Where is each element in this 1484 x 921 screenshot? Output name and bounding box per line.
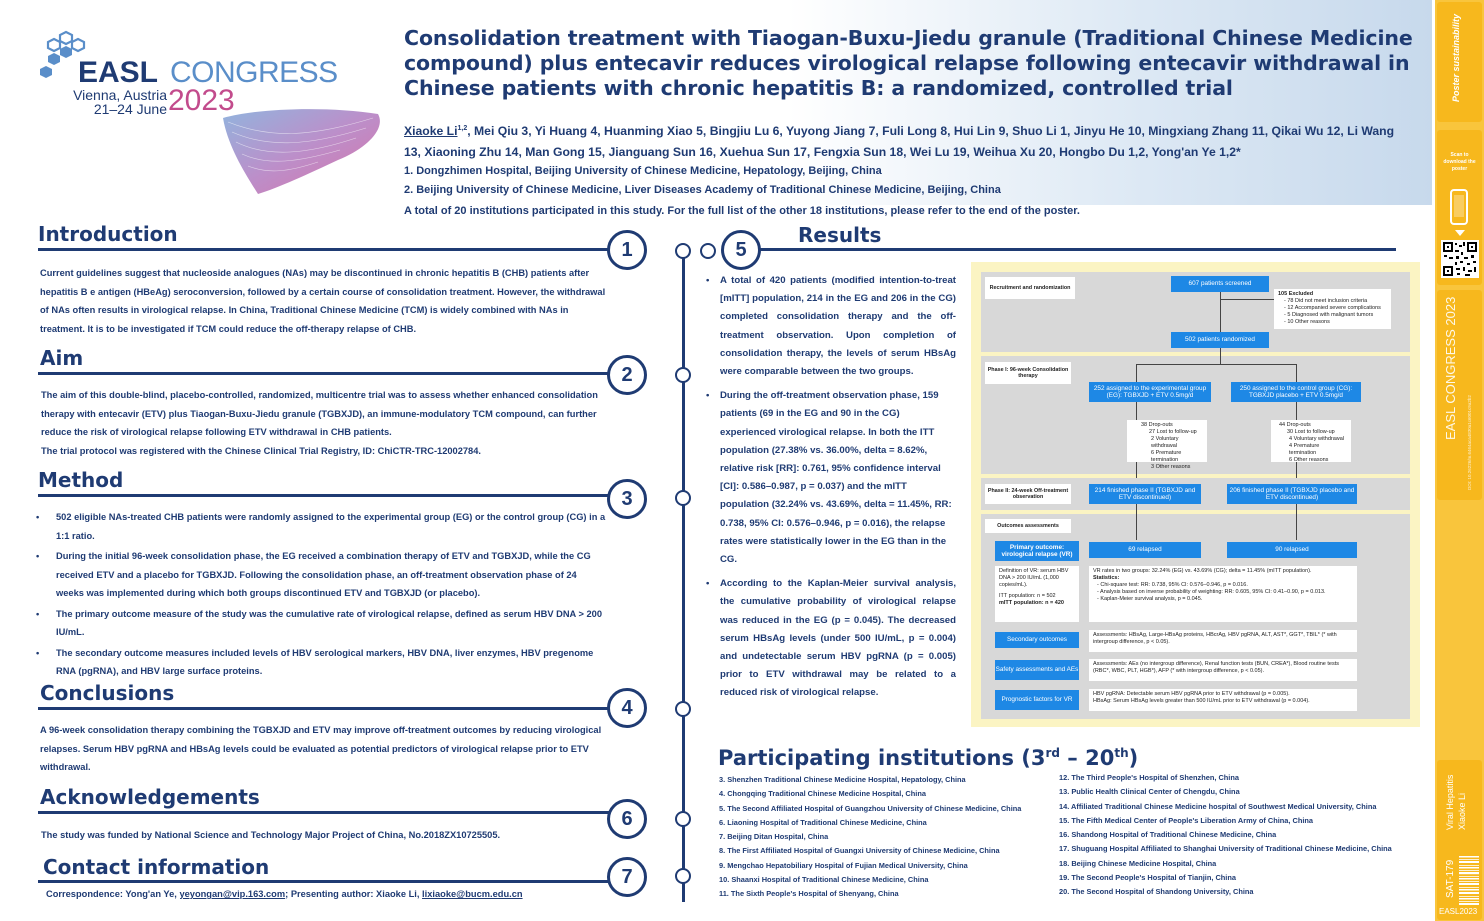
excluded-item: - 5 Diagnosed with malignant tumors [1284, 312, 1374, 318]
results-bar [760, 248, 1396, 251]
statistic-line: - Analysis based on inverse probability of weighting: RR: 0.605, 95% CI: 0.41–0.90, p = 0.013. [1097, 589, 1326, 595]
section-number-3: 3 [607, 479, 647, 519]
institution-item: 12. The Third People's Hospital of Shenzhen, China [1059, 773, 1239, 782]
cg-dropout-line: 4 Premature termination [1289, 443, 1320, 456]
institutions-title-main: Participating institutions (3 [718, 746, 1046, 770]
cg-assigned-box: 250 assigned to the control group (CG): TGBXJD placebo + ETV 0.5mg/d [1231, 382, 1361, 402]
logo-city-dates [62, 88, 167, 116]
correspondence-email-link[interactable]: yeyongan@vip.163.com [179, 889, 286, 899]
aim-description: The aim of this double-blind, placebo-controlled, randomized, multicentre trial was to assess whether enhanced consolidation therapy with entecavir (ETV) plus Tiaogan-Buxu-Jiedu granule (TGBXJD), an immune-modulatory TCM compound, can further reduce the risk of virological relapse following ETV withdrawal in CHB patients. [41, 390, 598, 437]
cg-dropout-line: 30 Lost to follow-up [1287, 429, 1335, 435]
connector [1220, 299, 1274, 300]
prognostic-line: HBsAg: Serum HBsAg levels greater than 500 IU/mL prior to ETV withdrawal (p = 0.004). [1093, 698, 1310, 704]
institution-item: 6. Liaoning Hospital of Traditional Chinese Medicine, China [719, 817, 927, 827]
acknowledgements-bar [38, 811, 612, 814]
results-title: Results [798, 223, 882, 247]
institution-item: 7. Beijing Ditan Hospital, China [719, 832, 829, 842]
cg-dropouts-box [1271, 420, 1351, 462]
aim-title: Aim [40, 346, 84, 370]
institutions-title-sup: rd [1045, 746, 1060, 760]
cg-dropout-line: 4 Voluntary withdrawal [1289, 436, 1345, 442]
contact-middle: ; Presenting author: Xiaoke Li, [285, 889, 423, 899]
institution-item: 4. Chongqing Traditional Chinese Medicine Hospital, China [719, 789, 926, 799]
timeline-node [700, 243, 716, 259]
excluded-head: 105 Excluded [1278, 291, 1314, 297]
results-item: • A total of 420 patients (modified intention-to-treat [mITT] population, 214 in the EG and 206 in the CG) completed consolidation therapy and the off-treatment observation. Upon completion of consolidation therapy, the levels of serum HBsAg were comparable between the two groups. [706, 272, 956, 381]
sustainability-tile [1437, 2, 1482, 122]
eg-dropouts-box [1127, 420, 1207, 470]
aim-text [41, 386, 601, 460]
aim-registration: The trial protocol was registered with the Chinese Clinical Trial Registry, ID: ChiCTR-TRC-12002784. [41, 445, 481, 456]
institution-item: 10. Shaanxi Hospital of Traditional Chinese Medicine, China [719, 875, 929, 885]
statistics-head: Statistics: [1093, 575, 1120, 581]
barcode-icon [1459, 856, 1479, 906]
itt-population: ITT population: n = 502 [999, 593, 1056, 599]
method-item: • 502 eligible NAs-treated CHB patients were randomly assigned to the experimental group (EG) or the control group (CG) in a 1:1 ratio. [36, 508, 606, 545]
statistic-line: - Chi-square test: RR: 0.738, 95% CI: 0.576–0.946, p = 0.016. [1097, 582, 1248, 588]
logo-dates: 21–24 June [93, 101, 167, 117]
institution-item: 14. Affiliated Traditional Chinese Medicine hospital of Southwest Medical University, China [1059, 801, 1377, 811]
vr-statistics-box [1089, 566, 1357, 622]
primary-outcome-box: Primary outcome: virological relapse (VR) [995, 541, 1079, 561]
safety-text: Assessments: AEs (no intergroup difference), Renal function tests (BUN, CREA*), Blood routine tests (RBC*, WBC, PLT, HGB*), AFP (* with intergroup difference, p < 0.05). [1089, 659, 1357, 681]
liver-illustration [218, 108, 388, 198]
sidebar-strip [1435, 0, 1484, 921]
acknowledgements-text: The study was funded by National Science and Technology Major Project of China, No.2018ZX10725505. [41, 830, 501, 840]
excluded-item: - 10 Other reasons [1284, 319, 1330, 325]
phase1-label: Phase I: 96-week Consolidation therapy [985, 362, 1071, 384]
randomized-box: 502 patients randomized [1171, 332, 1269, 348]
introduction-text: Current guidelines suggest that nucleoside analogues (NAs) may be discontinued in chronic hepatitis B (CHB) patients after hepatitis B e antigen (HBeAg) seroconversion, followed by a certain course of consolidation treatment. However, the withdrawal of NAs often results in virological relapse. In China, Traditional Chinese Medicine (TCM) is widely combined with NAs in treatment. It is to be investigated if TCM could reduce the off-therapy relapse of CHB. [40, 268, 606, 334]
eg-assigned-box: 252 assigned to the experimental group (EG): TGBXJD + ETV 0.5mg/d [1089, 382, 1211, 402]
method-item: • The secondary outcome measures included levels of HBV serological markers, HBV DNA, liver enzymes, HBV pregenome RNA (pgRNA), and HBV large surface proteins. [36, 644, 606, 681]
secondary-outcomes-text: Assessments: HBsAg, Large-HBsAg proteins, HBcrAg, HBV pgRNA, ALT, AST*, GGT*, TBIL* (* with intergroup difference, p < 0.05). [1089, 630, 1357, 652]
section-number-5: 5 [721, 230, 761, 270]
eg-dropout-line: 3 Other reasons [1151, 464, 1191, 470]
institution-item: 13. Public Health Clinical Center of Chengdu, China [1059, 787, 1240, 797]
logo-year: 2023 [168, 84, 235, 117]
section-number-6: 6 [607, 799, 647, 839]
logo-city: Vienna, Austria [73, 87, 167, 103]
affiliation-2: 2. Beijing University of Chinese Medicine, Liver Diseases Academy of Traditional Chinese Medicine, Beijing, China [404, 184, 1001, 196]
method-item: • During the initial 96-week consolidation phase, the EG received a combination therapy of ETV and TGBXJD, while the CG received ETV and a placebo for TGBXJD. Following the consolidation phase, an off-treatment observation phase of 24 weeks was implemented during which both groups discontinued ETV and TGBXJD (or placebo). [36, 547, 606, 603]
contact-text [46, 885, 606, 904]
presenting-author: Xiaoke Li [404, 124, 458, 139]
vr-definition-box [995, 566, 1079, 622]
institution-item: 19. The Second People's Hospital of Tianjin, China [1059, 873, 1236, 883]
presenting-author-email-link[interactable]: lixiaoke@bucm.edu.cn [422, 889, 523, 899]
phone-icon [1449, 188, 1469, 228]
sidebar-footer: EASL2023 [1439, 907, 1478, 916]
affiliation-note: A total of 20 institutions participated in this study. For the full list of the other 18 institutions, please refer to the end of the poster. [404, 205, 1080, 217]
prognostic-box: Prognostic factors for VR [995, 690, 1079, 710]
connector [1136, 364, 1137, 382]
sidebar-doi: DOI: 10.26226/m.6464aca4830a1c6001c9a2b2 [1467, 395, 1472, 490]
prognostic-line: HBV pgRNA: Detectable serum HBV pgRNA prior to ETV withdrawal (p = 0.005). [1093, 691, 1290, 697]
institution-item: 16. Shandong Hospital of Traditional Chinese Medicine, China [1059, 830, 1277, 840]
screened-box: 607 patients screened [1171, 276, 1269, 292]
cg-dropout-line: 6 Other reasons [1289, 457, 1329, 463]
vr-definition: Definition of VR: serum HBV DNA > 200 IU/mL (1,000 copies/mL). [999, 568, 1069, 588]
section-number-7: 7 [607, 857, 647, 897]
institutions-title-sup: th [1114, 746, 1129, 760]
timeline-node [675, 243, 691, 259]
conclusions-text: A 96-week consolidation therapy combining the TGBXJD and ETV may improve off-treatment outcomes by reducing virological relapses. Serum HBV pgRNA and HBsAg levels could be evaluated as potential predictors of virological relapse prior to ETV withdrawal. [40, 725, 602, 772]
results-list [706, 272, 956, 705]
connector [1296, 504, 1297, 540]
results-item: • During the off-treatment observation phase, 159 patients (69 in the EG and 90 in the CG) experienced virological relapse. In both the ITT population (27.38% vs. 36.00%, delta = 8.62%, relative risk [RR]: 0.761, 95% confidence interval [CI]: 0.586–0.987, p = 0.037) and the mITT population (32.24% vs. 43.69%, delta = 11.45%, RR: 0.738, 95% CI: 0.576–0.946, p = 0.016), the relapse rates were statistically lower in the EG than in the CG. [706, 387, 956, 569]
eg-dropout-line: 27 Lost to follow-up [1149, 429, 1197, 435]
institutions-title-mid: – 20 [1060, 746, 1115, 770]
institution-item: 20. The Second Hospital of Shandong University, China [1059, 887, 1254, 897]
scan-text: Scan to download the poster [1443, 152, 1476, 172]
sidebar-poster-id: SAT-179 [1445, 859, 1456, 898]
poster-title: Consolidation treatment with Tiaogan-Buxu-Jiedu granule (Traditional Chinese Medicine compound) plus entecavir reduces virological relapse following entecavir withdrawal in Chinese patients with chronic hepatitis B: a randomized, controlled trial [404, 26, 1413, 100]
institutions-list-right [1059, 771, 1431, 900]
excluded-box [1274, 289, 1391, 329]
prognostic-text [1089, 689, 1357, 711]
logo-congress: CONGRESS [170, 56, 338, 89]
section-number-1: 1 [607, 230, 647, 270]
excluded-item: - 78 Did not meet inclusion criteria [1284, 298, 1368, 304]
conclusions-title: Conclusions [40, 681, 175, 705]
presenting-author-sup: 1,2 [457, 125, 468, 132]
institution-item: 17. Shuguang Hospital Affiliated to Shanghai University of Traditional Chinese Medicine, China [1059, 844, 1392, 854]
institution-item: 15. The Fifth Medical Center of People's Liberation Army of China, China [1059, 815, 1314, 825]
connector [1136, 364, 1296, 365]
results-item: • According to the Kaplan-Meier survival analysis, the cumulative probability of virological relapse was reduced in the EG (p = 0.045). The decreased serum HBsAg levels (under 500 IU/mL, p = 0.004) and undetectable serum HBV pgRNA (p = 0.005) prior to ETV withdrawal may be related to a reduced risk of virological relapse. [706, 575, 956, 702]
logo-easl: EASL [78, 56, 159, 89]
cg-relapsed-box: 90 relapsed [1227, 542, 1357, 558]
eg-dropout-line: 6 Premature termination [1151, 450, 1182, 463]
vr-rates: VR rates in two groups: 32.24% (EG) vs. 43.69% (CG); delta = 11.45% (mITT population). [1093, 568, 1312, 574]
connector [1296, 364, 1297, 382]
author-list [404, 118, 1414, 163]
qr-code-icon[interactable] [1441, 240, 1479, 278]
timeline-node [675, 868, 691, 884]
institutions-list-left [719, 773, 1055, 902]
other-authors: , Mei Qiu 3, Yi Huang 4, Huanming Xiao 5, Bingjiu Lu 6, Yuyong Jiang 7, Fuli Long 8, Hui Lin 9, Shuo Li 1, Jinyu He 10, Mingxiang Zhang 11, Qikai Wu 12, Li Wang 13, Xiaoning Zhu 14, Man Gong 15, Jianguang Sun 16, Xuehua Sun 17, Fengxia Sun 18, Wei Lu 19, Weihua Xu 20, Hongbo Du 1,2, Yong'an Ye 1,2* [404, 124, 1395, 160]
conclusions-bar [38, 707, 612, 710]
method-title: Method [38, 468, 124, 492]
eg-dropout-line: 38 Drop-outs [1141, 422, 1173, 428]
institution-item: 11. The Sixth People's Hospital of Shenyang, China [719, 889, 899, 899]
eg-relapsed-box: 69 relapsed [1089, 542, 1201, 558]
method-list [36, 508, 606, 683]
contact-bar [38, 880, 612, 883]
timeline-node [675, 367, 691, 383]
method-item: • The primary outcome measure of the study was the cumulative rate of virological relapse, defined as serum HBV DNA > 200 IU/mL. [36, 605, 606, 642]
institution-item: 8. The First Affiliated Hospital of Guangxi University of Chinese Medicine, China [719, 846, 1000, 856]
phase2-label: Phase II: 24-week Off-treatment observation [985, 484, 1071, 504]
contact-title: Contact information [43, 855, 270, 879]
excluded-item: - 12 Accompanied severe complications [1284, 305, 1381, 311]
contact-prefix: Correspondence: Yong'an Ye, [46, 889, 180, 899]
institution-item: 18. Beijing Chinese Medicine Hospital, China [1059, 858, 1217, 868]
mitt-population: mITT population: n = 420 [999, 600, 1064, 606]
section-number-4: 4 [607, 688, 647, 728]
affiliation-1: 1. Dongzhimen Hospital, Beijing University of Chinese Medicine, Hepatology, Beijing, China [404, 165, 882, 177]
safety-box: Safety assessments and AEs [995, 660, 1079, 680]
sidebar-topic: Viral Hepatitis [1445, 774, 1455, 830]
method-bar [38, 494, 612, 497]
congress-tile [1437, 290, 1482, 500]
sidebar-congress: EASL CONGRESS 2023 [1443, 296, 1458, 440]
timeline-node [675, 490, 691, 506]
connector [1220, 292, 1221, 332]
introduction-bar [38, 248, 612, 251]
statistic-line: - Kaplan-Meier survival analysis, p = 0.045. [1097, 596, 1203, 602]
download-tile [1437, 130, 1482, 285]
institutions-title [718, 746, 1138, 770]
poster-id-tile [1437, 760, 1482, 920]
cg-dropout-line: 44 Drop-outs [1279, 422, 1311, 428]
connector [1220, 348, 1221, 364]
timeline-node [675, 811, 691, 827]
outcomes-label: Outcomes assessments [985, 519, 1071, 533]
timeline-line [682, 252, 685, 902]
cg-finished-box: 206 finished phase II (TGBXJD placebo and ETV discontinued) [1227, 484, 1357, 504]
introduction-title: Introduction [38, 222, 178, 246]
institution-item: 5. The Second Affiliated Hospital of Guangzhou University of Chinese Medicine, China [719, 803, 1022, 813]
eg-finished-box: 214 finished phase II (TGBXJD and ETV discontinued) [1089, 484, 1201, 504]
institutions-title-end: ) [1128, 746, 1139, 770]
section-number-2: 2 [607, 355, 647, 395]
recruitment-label: Recruitment and randomization [985, 277, 1075, 299]
institution-item: 9. Mengchao Hepatobiliary Hospital of Fujian Medical University, China [719, 860, 968, 870]
eg-dropout-line: 2 Voluntary withdrawal [1151, 436, 1179, 449]
acknowledgements-title: Acknowledgements [40, 785, 260, 809]
aim-bar [38, 372, 612, 375]
secondary-outcomes-box: Secondary outcomes [995, 632, 1079, 648]
sidebar-author: Xiaoke Li [1457, 792, 1467, 830]
sustainability-badge: Poster sustainability [1451, 13, 1461, 102]
consort-flowchart [971, 262, 1420, 727]
connector [1136, 504, 1137, 540]
download-arrow-icon [1455, 228, 1465, 238]
institution-item: 3. Shenzhen Traditional Chinese Medicine Hospital, Hepatology, China [719, 775, 966, 784]
timeline-node [675, 701, 691, 717]
